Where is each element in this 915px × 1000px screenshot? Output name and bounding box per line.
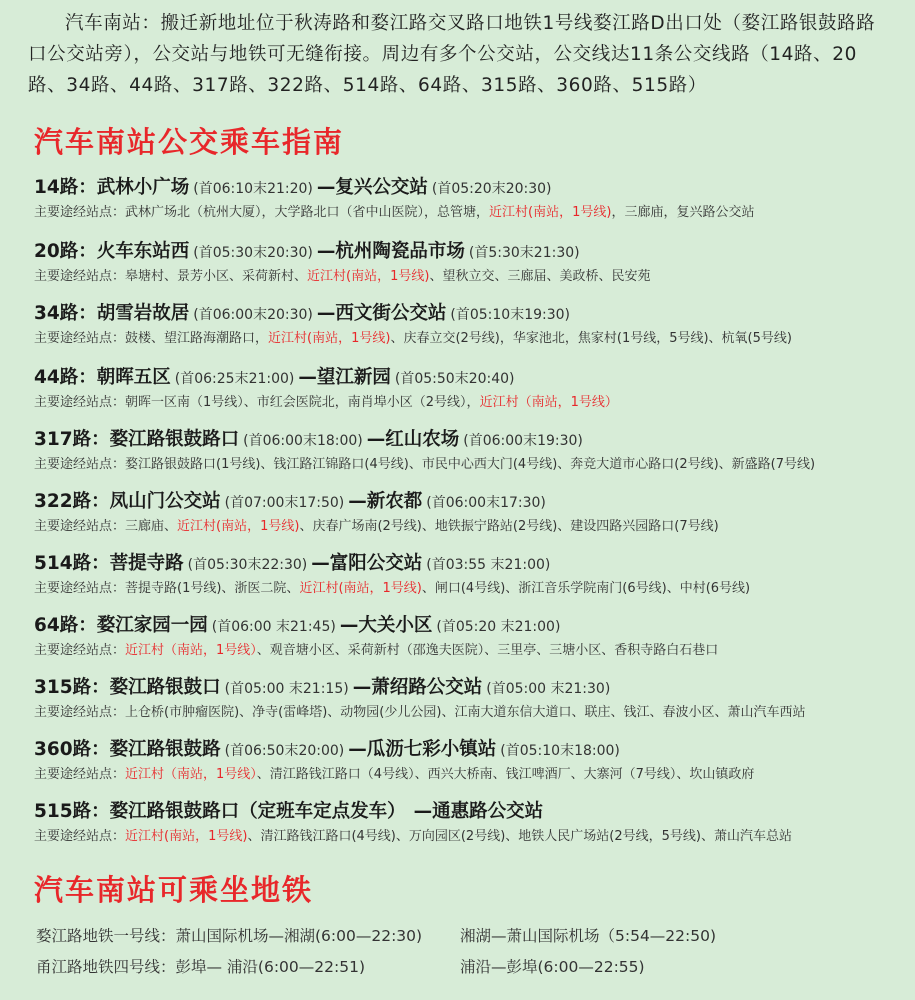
route-destination: —富阳公交站 <box>311 553 423 574</box>
route-destination-time: (首5:30末21:30) <box>468 245 580 261</box>
route-item <box>34 738 904 785</box>
route-destination-time: (首05:00 末21:30) <box>486 681 611 697</box>
stops-list: 鼓楼、望江路海潮路口， <box>125 331 269 346</box>
route-header <box>34 676 904 701</box>
route-destination-time: (首05:20末20:30) <box>431 181 552 197</box>
bus-guide-heading: 汽车南站公交乘车指南 <box>34 125 345 159</box>
route-destination: —瓜沥七彩小镇站 <box>348 739 497 760</box>
route-header <box>34 366 904 391</box>
route-item <box>34 614 904 661</box>
stops-list: 武林广场北（杭州大厦），大学路北口（省中山医院），总管塘， <box>125 205 490 220</box>
route-number: 515路： <box>34 801 110 822</box>
route-number: 20路： <box>34 241 97 262</box>
route-number: 317路： <box>34 429 110 450</box>
route-destination-time: (首06:00末19:30) <box>463 433 583 449</box>
route-stops <box>34 579 904 599</box>
stops-list-rest: 、观音塘小区、采荷新村（邵逸夫医院）、三里亭、三塘小区、香积寺路白石巷口 <box>256 643 719 658</box>
route-item <box>34 800 904 847</box>
route-origin-time: (首05:00 末21:15) <box>224 681 349 697</box>
stops-list: 婺江路银鼓路口(1号线)、钱江路江锦路口(4号线)、市民中心西大门(4号线)、奔竞大道市心路口(2号线)、新盛路(7号线) <box>125 457 816 472</box>
route-stops <box>34 827 904 847</box>
route-destination: —西文街公交站 <box>316 303 447 324</box>
route-number: 34路： <box>34 303 97 324</box>
stops-list-rest: 、庆春广场南(2号线)、地铁振宁路站(2号线)、建设四路兴园路口(7号线) <box>299 519 719 534</box>
route-origin: 菩提寺路 <box>109 553 184 574</box>
route-number: 14路： <box>34 177 97 198</box>
stops-label: 主要途经站点： <box>34 395 126 410</box>
stops-highlight: 近江村(南站，1号线) <box>125 829 248 844</box>
stops-list-rest: ，三廊庙，复兴路公交站 <box>611 205 755 220</box>
route-origin: 婺江路银鼓路口（定班车定点发车） <box>109 801 406 822</box>
route-header <box>34 176 904 201</box>
route-header <box>34 800 904 825</box>
route-stops <box>34 703 904 723</box>
stops-label: 主要途经站点： <box>34 581 126 596</box>
route-origin-time: (首05:30末22:30) <box>187 557 308 573</box>
stops-label: 主要途经站点： <box>34 457 126 472</box>
route-origin-time: (首06:50末20:00) <box>224 743 345 759</box>
route-destination-time: (首06:00末17:30) <box>426 495 546 511</box>
route-number: 44路： <box>34 367 97 388</box>
route-number: 315路： <box>34 677 110 698</box>
route-origin-time: (首06:10末21:20) <box>193 181 313 197</box>
route-number: 514路： <box>34 553 110 574</box>
route-origin-time: (首06:00末18:00) <box>243 433 363 449</box>
route-destination: —复兴公交站 <box>316 177 428 198</box>
route-number: 322路： <box>34 491 110 512</box>
stops-list-rest: 、闸口(4号线)、浙江音乐学院南门(6号线)、中村(6号线) <box>421 581 751 596</box>
route-header <box>34 614 904 639</box>
route-destination: —萧绍路公交站 <box>352 677 483 698</box>
route-item <box>34 366 904 413</box>
metro-line-1-return: 湘湖—萧山国际机场（5:54—22:50) <box>460 927 717 945</box>
route-item <box>34 552 904 599</box>
route-destination-time: (首05:10末19:30) <box>450 307 571 323</box>
route-header <box>34 738 904 763</box>
stops-highlight: 近江村(南站，1号线) <box>489 205 612 220</box>
route-destination-time: (首03:55 末21:00) <box>426 557 551 573</box>
stops-list: 菩提寺路(1号线)、浙医二院、 <box>125 581 300 596</box>
metro-line-1: 婺江路地铁一号线：萧山国际机场—湘湖(6:00—22:30) <box>36 927 423 945</box>
route-header <box>34 302 904 327</box>
route-header <box>34 552 904 577</box>
route-origin: 武林小广场 <box>96 177 190 198</box>
route-origin-time: (首06:00末20:30) <box>193 307 313 323</box>
route-origin: 婺江家园一园 <box>96 615 208 636</box>
route-number: 360路： <box>34 739 110 760</box>
route-destination: —大关小区 <box>339 615 433 636</box>
route-destination-time: (首05:50末20:40) <box>394 371 515 387</box>
route-item <box>34 676 904 723</box>
stops-highlight: 近江村(南站，1号线) <box>268 331 391 346</box>
route-item <box>34 428 904 475</box>
route-destination: —望江新园 <box>298 367 391 388</box>
route-stops <box>34 641 904 661</box>
route-destination-time: (首05:10末18:00) <box>500 743 620 759</box>
intro-paragraph: 汽车南站：搬迁新地址位于秋涛路和婺江路交叉路口地铁1号线婺江路D出口处（婺江路银鼓路路口公交站旁），公交站与地铁可无缝衔接。周边有多个公交站，公交线达11条公交线路（14路、20路、34路、44路、317路、322路、514路、64路、315路、360路、515路） <box>28 13 876 96</box>
stops-highlight: 近江村(南站，1号线) <box>299 581 422 596</box>
route-item <box>34 176 904 223</box>
route-origin: 婺江路银鼓路 <box>109 739 221 760</box>
stops-highlight: 近江村（南站，1号线） <box>125 767 257 782</box>
route-header <box>34 490 904 515</box>
route-origin-time: (首06:00 末21:45) <box>211 619 336 635</box>
route-origin-time: (首06:25末21:00) <box>174 371 295 387</box>
route-origin: 胡雪岩故居 <box>96 303 190 324</box>
route-stops <box>34 765 904 785</box>
route-origin-time: (首05:30末20:30) <box>193 245 313 261</box>
stops-label: 主要途经站点： <box>34 331 126 346</box>
stops-label: 主要途经站点： <box>34 705 126 720</box>
route-origin: 朝晖五区 <box>96 367 171 388</box>
stops-label: 主要途经站点： <box>34 767 126 782</box>
stops-list-rest: 、清江路钱江路口（4号线）、西兴大桥南、钱江啤酒厂、大寨河（7号线）、坎山镇政府 <box>256 767 755 782</box>
route-destination: —通惠路公交站 <box>413 801 544 822</box>
route-origin-time: (首07:00末17:50) <box>224 495 345 511</box>
route-item <box>34 240 904 287</box>
stops-list: 皋塘村、景芳小区、采荷新村、 <box>125 269 308 284</box>
route-header <box>34 428 904 453</box>
stops-highlight: 近江村(南站，1号线) <box>177 519 300 534</box>
route-stops <box>34 455 904 475</box>
stops-label: 主要途经站点： <box>34 519 126 534</box>
stops-highlight: 近江村（南站，1号线） <box>125 643 257 658</box>
route-destination-time: (首05:20 末21:00) <box>436 619 561 635</box>
route-origin: 婺江路银鼓路口 <box>109 429 240 450</box>
route-origin: 婺江路银鼓口 <box>109 677 221 698</box>
route-stops <box>34 393 904 413</box>
stops-list-rest: 、庆春立交(2号线)，华家池北，焦家村(1号线，5号线)、杭氧(5号线) <box>390 331 792 346</box>
stops-label: 主要途经站点： <box>34 829 126 844</box>
route-origin: 凤山门公交站 <box>109 491 221 512</box>
route-item <box>34 302 904 349</box>
route-stops <box>34 267 904 287</box>
stops-highlight: 近江村(南站，1号线) <box>307 269 430 284</box>
stops-list: 三廊庙、 <box>125 519 178 534</box>
route-stops <box>34 203 904 223</box>
stops-highlight: 近江村（南站，1号线） <box>479 395 618 410</box>
stops-label: 主要途经站点： <box>34 269 126 284</box>
metro-line-4: 甬江路地铁四号线：彭埠— 浦沿(6:00—22:51) <box>36 958 365 976</box>
metro-line-4-return: 浦沿—彭埠(6:00—22:55) <box>460 958 645 976</box>
stops-list: 上仓桥(市肿瘤医院)、净寺(雷峰塔)、动物园(少儿公园)、江南大道东信大道口、联庄、钱江、春波小区、萧山汽车西站 <box>125 705 806 720</box>
stops-label: 主要途经站点： <box>34 643 126 658</box>
stops-list-rest: 、清江路钱江路口(4号线)、万向园区(2号线)、地铁人民广场站(2号线，5号线)、萧山汽车总站 <box>247 829 792 844</box>
route-origin: 火车东站西 <box>96 241 190 262</box>
route-destination: —新农都 <box>348 491 423 512</box>
route-stops <box>34 517 904 537</box>
route-header <box>34 240 904 265</box>
stops-list-rest: 、望秋立交、三廊届、美政桥、民安苑 <box>429 269 651 284</box>
route-destination: —杭州陶瓷品市场 <box>316 241 465 262</box>
route-destination: —红山农场 <box>366 429 460 450</box>
route-item <box>34 490 904 537</box>
route-stops <box>34 329 904 349</box>
stops-label: 主要途经站点： <box>34 205 126 220</box>
stops-list: 朝晖一区南（1号线）、市红会医院北，南肖埠小区（2号线）， <box>125 395 480 410</box>
metro-heading: 汽车南站可乘坐地铁 <box>34 873 314 907</box>
route-number: 64路： <box>34 615 97 636</box>
